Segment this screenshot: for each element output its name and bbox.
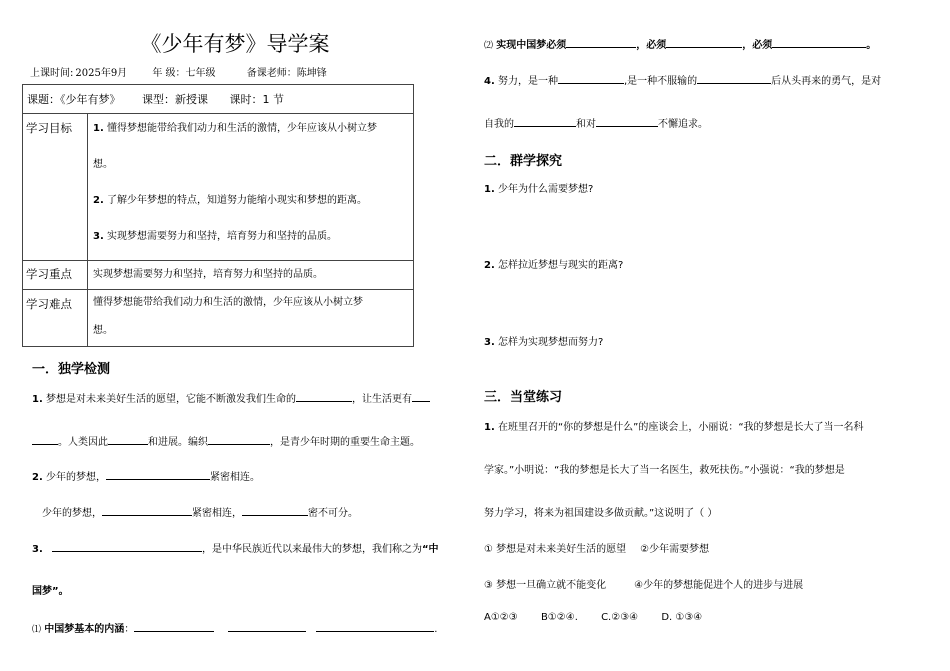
blank[interactable] [772, 36, 866, 48]
blank[interactable] [242, 504, 308, 516]
table-header-row [23, 85, 414, 114]
question-4-line-1: 4. 努力，是一种 ,是一种不服输的 后从头再来的勇气，是对 [484, 72, 881, 87]
blank[interactable] [666, 36, 742, 48]
blank[interactable] [134, 620, 214, 632]
question-1-line-2: 。人类因此 和进展。编织 ，是青少年时期的重要生命主题。 [32, 433, 420, 448]
blank[interactable] [102, 504, 192, 516]
explore-question-3: 3. 怎样为实现梦想而努力? [484, 337, 604, 348]
blank[interactable] [32, 433, 58, 445]
blank[interactable] [52, 540, 202, 552]
question-2-line-2: 少年的梦想， 紧密相连， 密不可分。 [42, 504, 358, 519]
class-time-value: 2025年9月 [75, 68, 128, 79]
question-3-1: ⑴ 中国梦基本的内涵： . [32, 620, 437, 635]
blank[interactable] [108, 433, 148, 445]
goal-item: 2. 了解少年梦想的特点，知道努力能缩小现实和梦想的距离。 [93, 195, 367, 206]
key-point-label: 学习重点 [23, 261, 88, 290]
difficulty-cell [88, 290, 414, 347]
blank[interactable] [316, 620, 434, 632]
practice-line-2: 学家。”小明说：“我的梦想是长大了当一名医生，救死扶伤。”小强说：“我的梦想是 [484, 465, 845, 476]
meta-line [30, 64, 339, 79]
question-3-line-1: 3. ，是中华民族近代以来最伟大的梦想，我们称之为“中 [32, 540, 439, 555]
class-time-label: 上课时间: [30, 68, 74, 79]
blank[interactable] [558, 72, 624, 84]
difficulty-text-2: 想。 [93, 325, 113, 336]
practice-choices [484, 612, 702, 623]
goal-item: 1. 懂得梦想能带给我们动力和生活的激情，少年应该从小树立梦 [93, 123, 377, 134]
explore-question-2: 2. 怎样拉近梦想与现实的距离? [484, 260, 624, 271]
goal-item: 想。 [93, 159, 113, 170]
blank[interactable] [106, 468, 210, 480]
info-table [22, 84, 414, 347]
blank[interactable] [596, 115, 658, 127]
hours-text: 课时：1 节 [229, 93, 284, 106]
goal-item: 3. 实现梦想需要努力和坚持，培育努力和坚持的品质。 [93, 231, 337, 242]
lesson-type-text: 课型：新授课 [142, 93, 208, 106]
difficulty-label: 学习难点 [23, 290, 88, 347]
page-title: 《少年有梦》导学案 [140, 32, 330, 56]
choice-a[interactable]: A①②③ [484, 612, 518, 623]
topic-text: 课题：《少年有梦》 [27, 93, 121, 106]
blank[interactable] [697, 72, 771, 84]
difficulty-text-1: 懂得梦想能带给我们动力和生活的激情，少年应该从小树立梦 [93, 297, 363, 308]
practice-line-1: 1. 在班里召开的“你的梦想是什么”的座谈会上，小丽说：“我的梦想是长大了当一名科 [484, 422, 864, 433]
practice-options-row-1: ① 梦想是对未来美好生活的愿望 ②少年需要梦想 [484, 544, 710, 555]
goals-cell [88, 114, 414, 261]
choice-c[interactable]: C.②③④ [601, 612, 639, 623]
section-1-heading: 一．独学检测 [32, 362, 111, 377]
blank[interactable] [228, 620, 306, 632]
practice-line-3: 努力学习，将来为祖国建设多做贡献。”这说明了（ ） [484, 508, 718, 519]
question-3-line-2: 国梦”。 [32, 586, 69, 597]
question-2-line-1: 2. 少年的梦想， 紧密相连。 [32, 468, 260, 483]
section-3-heading: 三．当堂练习 [484, 390, 563, 405]
choice-b[interactable]: B①②④. [540, 612, 578, 623]
key-point-text: 实现梦想需要努力和坚持，培育努力和坚持的品质。 [88, 261, 414, 290]
choice-d[interactable]: D. ①③④ [661, 612, 703, 623]
practice-options-row-2: ③ 梦想一旦确立就不能变化 ④少年的梦想能促进个人的进步与进展 [484, 580, 804, 591]
grade-text: 年 级：七年级 [152, 68, 216, 79]
blank[interactable] [514, 115, 576, 127]
section-2-heading: 二．群学探究 [484, 154, 563, 169]
blank[interactable] [208, 433, 270, 445]
question-1-line-1: 1. 梦想是对未来美好生活的愿望，它能不断激发我们生命的 ，让生活更有 [32, 390, 430, 405]
goals-label: 学习目标 [23, 114, 88, 261]
blank[interactable] [566, 36, 636, 48]
blank[interactable] [296, 390, 352, 402]
question-4-line-2: 自我的 和对 不懈追求。 [484, 115, 708, 130]
teacher-text: 备课老师：陈坤锋 [246, 68, 327, 79]
question-3-2: ⑵ 实现中国梦必须 ，必须 ，必须 。 [484, 36, 876, 51]
explore-question-1: 1. 少年为什么需要梦想? [484, 184, 594, 195]
blank[interactable] [412, 390, 430, 402]
